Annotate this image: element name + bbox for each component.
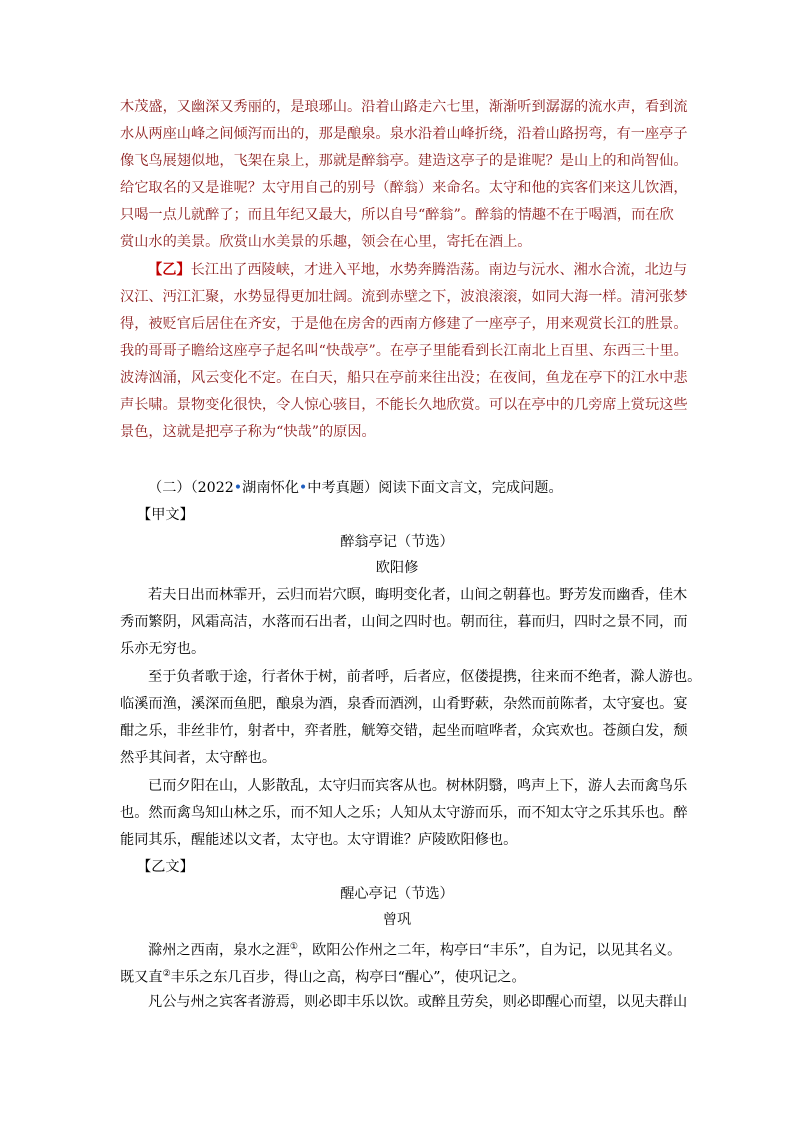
translation-yi-line: 汉江、沔江汇聚，水势显得更加壮阔。流到赤壁之下，波浪滚滚，如同大海一样。清河张梦 [120,289,688,305]
translation-yi-text: 长江出了西陵峡，才进入平地，水势奔腾浩荡。南边与沅水、湘水合流，北边与 [190,262,688,278]
yi-text-line: 既又直②丰乐之东几百步，得山之高，构亭曰“醒心”，使巩记之。 [120,969,526,986]
exam-year: 2022 [197,480,234,496]
yi-text-line: 凡公与州之宾客者游焉，则必即丰乐以饮。或醉且劳矣，则必即醒心而望，以见夫群山 [148,994,688,1010]
yi-author: 曾巩 [382,912,412,928]
jia-text-line: 乐亦无穷也。 [120,641,206,657]
jia-title: 醉翁亭记（节选） [340,534,454,550]
translation-jia-line: 只喝一点儿就醉了；而且年纪又最大，所以自号“醉翁”。醉翁的情趣不在于喝酒，而在欣 [120,207,674,223]
jia-text-line: 能同其乐，醒能述以文者，太守也。太守谓谁？庐陵欧阳修也。 [120,832,518,848]
translation-jia-line: 给它取名的又是谁呢？太守用自己的别号（醉翁）来命名。太守和他的宾客们来这儿饮酒， [120,180,688,196]
translation-jia-line: 木茂盛，又幽深又秀丽的，是琅琊山。沿着山路走六七里，渐渐听到潺潺的流水声，看到流 [120,99,688,115]
translation-jia-line: 水从两座山峰之间倾泻而出的，那是酿泉。泉水沿着山峰折绕，沿着山路拐弯，有一座亭子 [120,126,688,142]
jia-text-line: 至于负者歌于途，行者休于树，前者呼，后者应，伛偻提携，往来而不绝者，滁人游也。 [148,669,702,685]
footnote-marker: ② [162,969,171,979]
translation-jia-line: 像飞鸟展翅似地，飞架在泉上，那就是醉翁亭。建造这亭子的是谁呢？是山上的和尚智仙。 [120,153,688,169]
yi-title: 醒心亭记（节选） [340,886,454,902]
jia-text-line: 也。然而禽鸟知山林之乐，而不知人之乐；人知从太守游而乐，而不知太守之乐其乐也。醉 [120,805,688,821]
jia-text-line: 已而夕阳在山，人影散乱，太守归而宾客从也。树林阴翳，鸣声上下，游人去而禽鸟乐 [148,778,688,794]
jia-text-line: 若夫日出而林霏开，云归而岩穴暝，晦明变化者，山间之朝暮也。野芳发而幽香，佳木 [148,587,688,603]
translation-yi-line: 波涛汹涌，风云变化不定。在白天，船只在亭前来往出没；在夜间，鱼龙在亭下的江水中悲 [120,370,688,386]
translation-yi-line: 声长啸。景物变化很快，令人惊心骇目，不能长久地欣赏。可以在亭中的几旁席上赏玩这些 [120,397,688,413]
translation-yi-line: 景色，这就是把亭子称为“快哉”的原因。 [120,424,376,440]
translation-jia-line: 赏山水的美景。欣赏山水美景的乐趣，领会在心里，寄托在酒上。 [120,234,532,250]
exam-place: 湖南怀化 [242,480,299,496]
jia-text-line: 酣之乐，非丝非竹，射者中，弈者胜，觥筹交错，起坐而喧哗者，众宾欢也。苍颜白发，颓 [120,723,688,739]
footnote-marker: ① [289,942,298,952]
yi-text-line: 滁州之西南，泉水之涯①，欧阳公作州之二年，构亭曰“丰乐”，自为记，以见其名义。 [148,942,682,959]
translation-yi-line: 得，被贬官后居住在齐安，于是他在房舍的西南方修建了一座亭子，用来观赏长江的胜景。 [120,316,688,332]
jia-author: 欧阳修 [375,560,419,576]
translation-yi-first-line [148,260,687,280]
translation-yi-label: 【乙】 [148,262,191,278]
yi-label: 【乙文】 [137,859,194,875]
translation-yi-line: 我的哥哥子瞻给这座亭子起名叫“快哉亭”。在亭子里能看到长江南北上百里、东西三十里。 [120,343,688,359]
jia-label: 【甲文】 [137,507,194,523]
jia-text-line: 临溪而渔，溪深而鱼肥，酿泉为酒，泉香而酒洌，山肴野蔌，杂然而前陈者，太守宴也。宴 [120,696,688,712]
exam-kind: 中考真题 [307,480,365,496]
jia-text-line: 然乎其间者，太守醉也。 [120,750,277,766]
jia-text-line: 秀而繁阴，风霜高洁，水落而石出者，山间之四时也。朝而往，暮而归，四时之景不同，而 [120,614,688,630]
question-heading: （二）（2022•湖南怀化•中考真题）阅读下面文言文，完成问题。 [148,480,563,496]
